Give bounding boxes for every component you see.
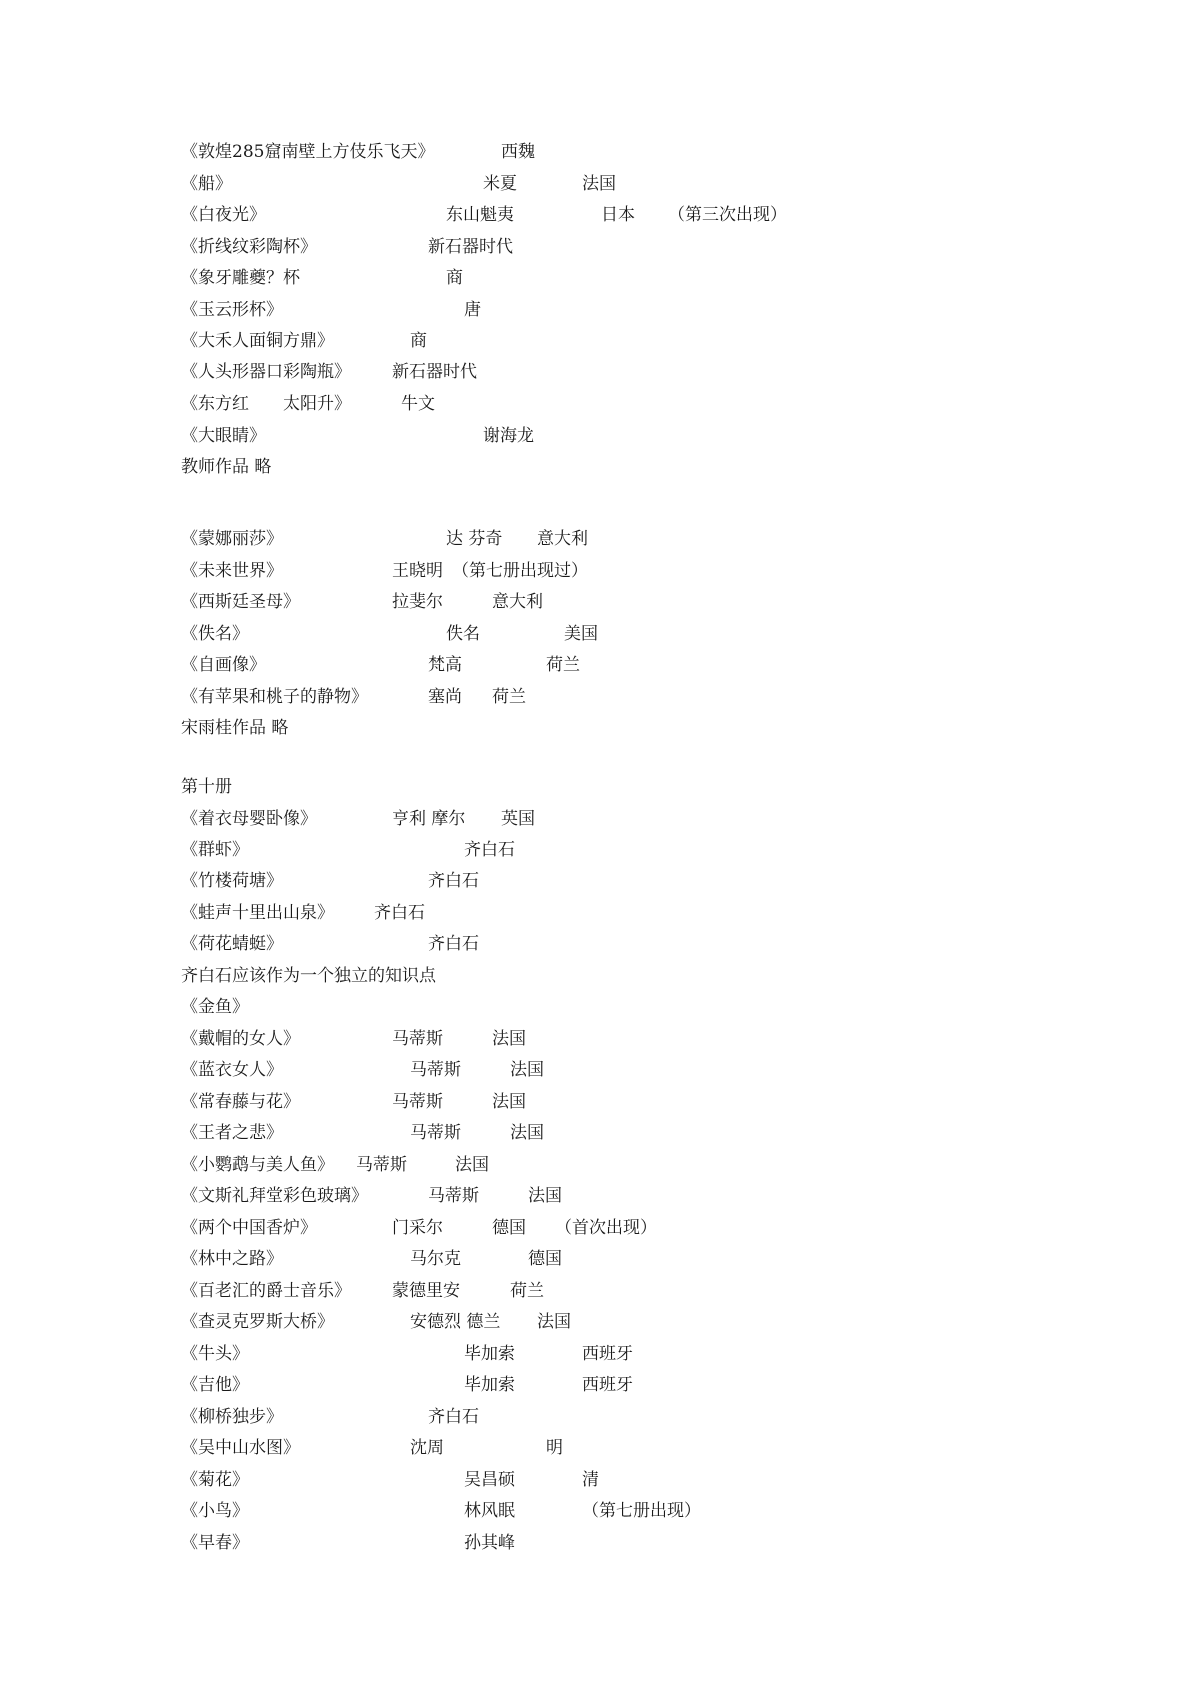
country: 荷兰 [546,655,580,675]
artwork-title: 《有苹果和桃子的静物》 [181,687,368,707]
country: 法国 [492,1029,526,1049]
artist: 商 [410,331,427,351]
country: 法国 [455,1155,489,1175]
note: （第七册出现） [582,1501,701,1521]
artwork-title: 《玉云形杯》 [181,300,283,320]
artwork-title: 《蓝衣女人》 [181,1060,283,1080]
country: 法国 [492,1092,526,1112]
artist: 新石器时代 [392,362,477,382]
artwork-title: 《船》 [181,174,232,194]
artwork-title: 《林中之路》 [181,1249,283,1269]
artwork-title: 《自画像》 [181,655,266,675]
artist: 蒙德里安 [392,1281,460,1301]
country: 德国 [492,1218,526,1238]
artwork-title: 《查灵克罗斯大桥》 [181,1312,334,1332]
artist: 沈周 [410,1438,444,1458]
artwork-title: 《戴帽的女人》 [181,1029,300,1049]
artist: 安德烈 德兰 [410,1312,501,1332]
artwork-title: 《吉他》 [181,1375,249,1395]
country: 法国 [510,1060,544,1080]
artist: 毕加索 [464,1344,515,1364]
country: 意大利 [537,529,588,549]
artist: 唐 [464,300,481,320]
artist: 佚名 [446,624,480,644]
artist: 齐白石 [428,1407,479,1427]
country: 德国 [528,1249,562,1269]
artist: 牛文 [401,394,435,414]
country: 法国 [528,1186,562,1206]
country: 法国 [510,1123,544,1143]
note-text: 宋雨桂作品 略 [181,718,289,738]
country: 法国 [582,174,616,194]
artist: 吴昌硕 [464,1470,515,1490]
artist: 齐白石 [428,871,479,891]
artwork-title: 《西斯廷圣母》 [181,592,300,612]
artwork-title: 《牛头》 [181,1344,249,1364]
artist: 马蒂斯 [428,1186,479,1206]
artist: 马蒂斯 [410,1060,461,1080]
artwork-title: 《人头形器口彩陶瓶》 [181,362,351,382]
artwork-title: 《吴中山水图》 [181,1438,300,1458]
era: 明 [546,1438,563,1458]
note: （第七册出现过） [452,561,588,581]
artwork-title-cont: 太阳升》 [283,394,351,414]
artwork-title: 《敦煌285窟南壁上方伎乐飞天》 [181,142,435,162]
artist: 王晓明 [392,561,443,581]
artist: 马蒂斯 [392,1029,443,1049]
artwork-title: 《折线纹彩陶杯》 [181,237,317,257]
artist: 林风眠 [464,1501,515,1521]
artist: 东山魁夷 [446,205,514,225]
country: 日本 [601,205,635,225]
artwork-title: 《柳桥独步》 [181,1407,283,1427]
note-text: 齐白石应该作为一个独立的知识点 [181,966,436,986]
artist: 门采尔 [392,1218,443,1238]
artwork-title: 《蒙娜丽莎》 [181,529,283,549]
artist: 毕加索 [464,1375,515,1395]
artwork-title: 《王者之悲》 [181,1123,283,1143]
artwork-title: 《菊花》 [181,1470,249,1490]
artwork-title: 《大禾人面铜方鼎》 [181,331,334,351]
artist: 塞尚 [428,687,462,707]
artwork-title: 《东方红 [181,394,249,414]
artwork-title: 《竹楼荷塘》 [181,871,283,891]
artist: 西魏 [501,142,535,162]
artwork-title: 《金鱼》 [181,997,249,1017]
artwork-title: 《佚名》 [181,624,249,644]
artist: 新石器时代 [428,237,513,257]
country: 法国 [537,1312,571,1332]
note-text: 教师作品 略 [181,457,272,477]
note: （第三次出现） [668,205,787,225]
artist: 马蒂斯 [392,1092,443,1112]
artwork-title: 《象牙雕夔？杯 [181,268,300,288]
artist: 谢海龙 [483,426,534,446]
artist: 齐白石 [374,903,425,923]
artwork-title: 《小鸟》 [181,1501,249,1521]
artwork-title: 《小鹦鹉与美人鱼》 [181,1155,334,1175]
section-title: 第十册 [181,777,232,797]
artist: 齐白石 [428,934,479,954]
artwork-title: 《荷花蜻蜓》 [181,934,283,954]
artist: 米夏 [483,174,517,194]
artist: 商 [446,268,463,288]
country: 西班牙 [582,1344,633,1364]
artwork-title: 《百老汇的爵士音乐》 [181,1281,351,1301]
artwork-title: 《未来世界》 [181,561,283,581]
era: 清 [582,1470,599,1490]
artist: 马蒂斯 [356,1155,407,1175]
artwork-title: 《蛙声十里出山泉》 [181,903,334,923]
artist: 马尔克 [410,1249,461,1269]
artist: 亨利 摩尔 [392,809,466,829]
artwork-title: 《常春藤与花》 [181,1092,300,1112]
artwork-title: 《大眼睛》 [181,426,266,446]
artist: 梵高 [428,655,462,675]
country: 美国 [564,624,598,644]
country: 荷兰 [492,687,526,707]
artwork-title: 《早春》 [181,1533,249,1553]
artist: 孙其峰 [464,1533,515,1553]
artist: 马蒂斯 [410,1123,461,1143]
artwork-title: 《群虾》 [181,840,249,860]
artwork-title: 《两个中国香炉》 [181,1218,317,1238]
artist: 齐白石 [464,840,515,860]
artwork-title: 《白夜光》 [181,205,266,225]
artwork-title: 《着衣母婴卧像》 [181,809,317,829]
artwork-title: 《文斯礼拜堂彩色玻璃》 [181,1186,368,1206]
country: 英国 [501,809,535,829]
country: 荷兰 [510,1281,544,1301]
country: 西班牙 [582,1375,633,1395]
artist: 拉斐尔 [392,592,443,612]
country: 意大利 [492,592,543,612]
artist: 达 芬奇 [446,529,503,549]
note: （首次出现） [555,1218,657,1238]
